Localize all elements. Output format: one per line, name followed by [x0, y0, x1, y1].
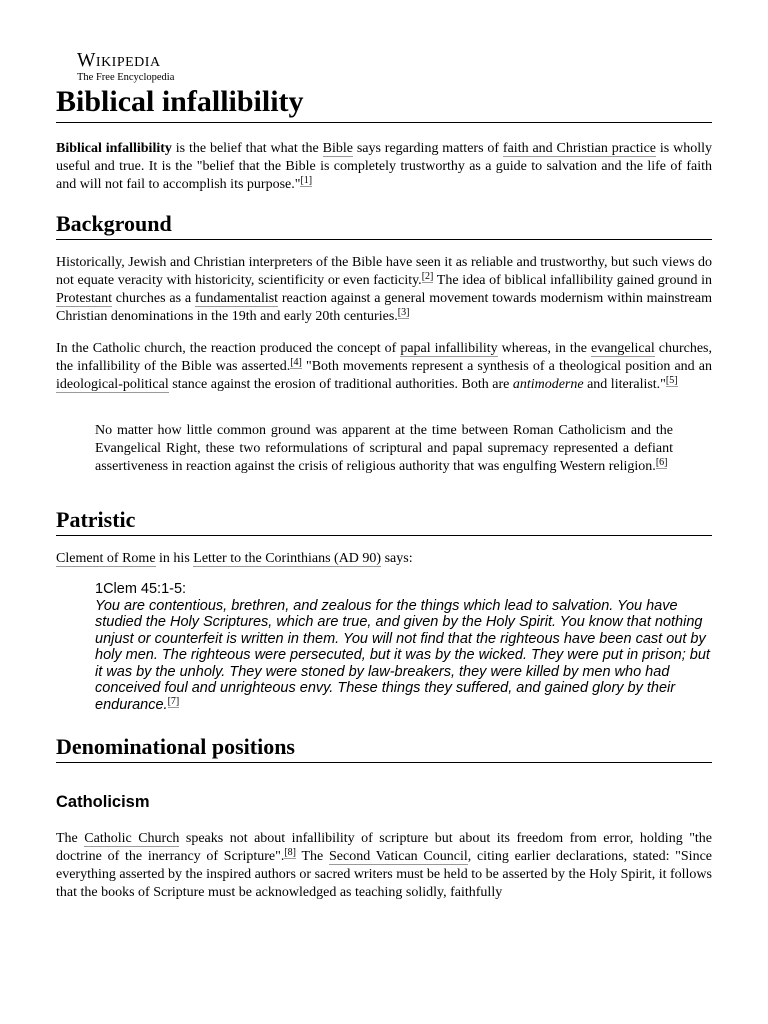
paragraph-text: churches, the infallibility of the Bible was asserted. [56, 341, 712, 374]
link-papal-infallibility[interactable]: papal infallibility [400, 341, 498, 356]
verse-reference: 1Clem 45:1-5: [95, 581, 187, 597]
heading-catholicism: Catholicism [56, 793, 150, 811]
paragraph-text: churches as a [112, 291, 195, 306]
paragraph-text: speaks not about infallibility of scripture but about its freedom from error, holding "the doctrine of the inerrancy of Scripture". [56, 831, 713, 864]
background-paragraph-2 [56, 340, 712, 394]
intro-text: is the belief that what the [171, 141, 323, 156]
quote-text: No matter how little common ground was apparent at the time between Roman Catholicism and the Evangelical Right, these two reformulations of scriptural and papal supremacy represented a defiant assertiveness in reaction against the crisis of religious authority that was engulfing Western religion. [95, 423, 673, 474]
paragraph-text: in his [155, 551, 194, 566]
heading-patristic: Patristic [56, 506, 712, 536]
paragraph-text: The idea of biblical infallibility gained ground in [433, 273, 712, 288]
citation-6[interactable]: [6] [655, 457, 668, 468]
link-protestant[interactable]: Protestant [56, 291, 112, 306]
link-faith-and-christian-practice[interactable]: faith and Christian practice [502, 141, 657, 156]
intro-bold-term: Biblical infallibility [56, 141, 172, 156]
citation-4[interactable]: [4] [290, 357, 302, 368]
link-evangelical[interactable]: evangelical [590, 341, 655, 356]
citation-1[interactable]: [1] [300, 175, 313, 186]
clement-quote [95, 581, 712, 713]
link-second-vatican-council[interactable]: Second Vatican Council [329, 849, 468, 864]
paragraph-text: , citing earlier declarations, stated: "Since everything asserted by the inspired authors or sacred writers must be held to be asserted by the Holy Spirit, it follows that the books of Scripture must be acknowledged as teaching solidly, faithfully [56, 849, 713, 900]
verse-text: You are contentious, brethren, and zealous for the things which lead to salvation. You have studied the Holy Scriptures, which are true, and given by the Holy Spirit. You know that nothing unjust or counterfeit is written in them. You will not find that the righteous have been cast out by holy men. The righteous were persecuted, but it was by the wicked. They were put in prison; but it was by the unholy. They were stoned by law-breakers, they were killed by men who had conceived foul and unrighteous envy. These things they suffered, and gained glory by their endurance. [95, 597, 710, 713]
background-paragraph-1 [56, 254, 712, 326]
link-clement-of-rome[interactable]: Clement of Rome [56, 551, 156, 566]
citation-5[interactable]: [5] [665, 375, 678, 386]
emphasis-antimoderne: antimoderne [512, 377, 584, 392]
article-body [56, 140, 712, 902]
link-bible[interactable]: Bible [322, 141, 353, 156]
paragraph-text: and literalist." [583, 377, 666, 392]
logo-tagline: The Free Encyclopedia [77, 72, 175, 83]
wikipedia-logo[interactable] [77, 51, 174, 84]
intro-paragraph [56, 140, 712, 194]
heading-background: Background [56, 210, 712, 240]
blockquote [95, 422, 673, 476]
patristic-paragraph [56, 550, 712, 568]
link-ideological-political[interactable]: ideological-political [56, 377, 169, 392]
intro-text: says regarding matters of [352, 141, 503, 156]
paragraph-text: "Both movements represent a synthesis of a theological position and an [301, 359, 713, 374]
citation-3[interactable]: [3] [397, 307, 410, 318]
catholicism-paragraph [56, 830, 712, 902]
paragraph-text: reaction against a general movement towards modernism within mainstream Christian denominations in the 19th and early 20th centuries. [56, 291, 712, 324]
page-title: Biblical infallibility [56, 84, 712, 123]
link-fundamentalist[interactable]: fundamentalist [194, 291, 279, 306]
logo-wordmark: Wikipedia [77, 50, 161, 71]
intro-text: is wholly useful and true. It is the "belief that the Bible is completely trustworthy as a guide to salvation and the life of faith and will not fail to accomplish its purpose." [56, 141, 712, 192]
citation-7[interactable]: [7] [167, 695, 180, 707]
verse-text-block [95, 598, 712, 714]
paragraph-text: whereas, in the [497, 341, 591, 356]
paragraph-text: The [296, 849, 329, 864]
link-letter-to-the-corinthians[interactable]: Letter to the Corinthians (AD 90) [193, 551, 382, 566]
paragraph-text: Historically, Jewish and Christian interpreters of the Bible have seen it as reliable and trustworthy, but such views do not equate veracity with historicity, scientificity or even facticity. [56, 255, 712, 288]
paragraph-text: The [56, 831, 85, 846]
link-catholic-church[interactable]: Catholic Church [84, 831, 180, 846]
heading-denominational-positions: Denominational positions [56, 733, 712, 763]
paragraph-text: In the Catholic church, the reaction produced the concept of [56, 341, 401, 356]
citation-2[interactable]: [2] [421, 271, 434, 282]
paragraph-text: says: [381, 551, 413, 566]
paragraph-text: stance against the erosion of traditional authorities. Both are [168, 377, 513, 392]
citation-8[interactable]: [8] [284, 847, 297, 858]
